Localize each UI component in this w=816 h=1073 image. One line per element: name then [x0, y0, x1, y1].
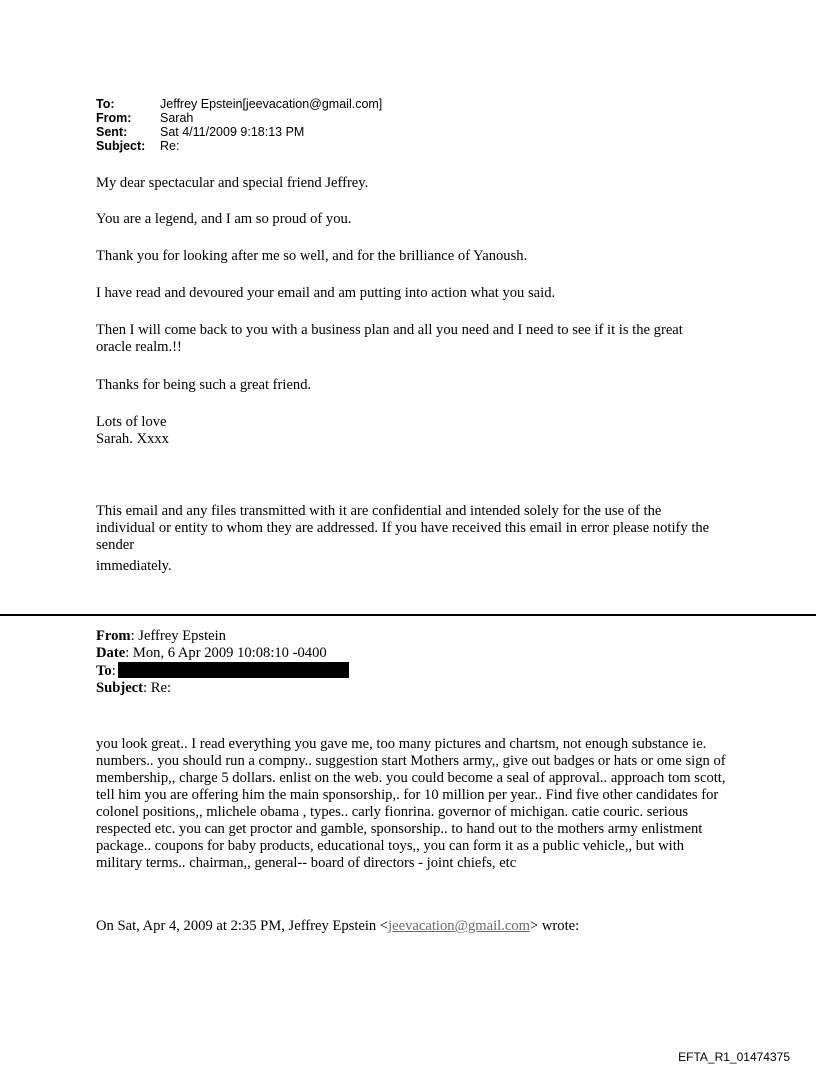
quoted-to-row	[96, 662, 349, 680]
quoted-to-value: :	[111, 663, 116, 679]
sent-label: Sent:	[96, 125, 128, 139]
body-paragraph-4: Then I will come back to you with a business plan and all you need and I need to see if it is the great oracle realm.!!	[96, 322, 683, 355]
quoted-date-row	[96, 645, 349, 662]
body-paragraph-2: Thank you for looking after me so well, and for the brilliance of Yanoush.	[96, 248, 528, 264]
greeting-paragraph: My dear spectacular and special friend Jeffrey.	[96, 175, 369, 191]
quoted-header	[96, 628, 349, 697]
document-id: EFTA_R1_01474375	[678, 1050, 790, 1064]
quoted-date-label: Date	[96, 645, 126, 661]
sent-value: Sat 4/11/2009 9:18:13 PM	[160, 125, 305, 139]
quoted-date-value: : Mon, 6 Apr 2009 10:08:10 -0400	[125, 645, 327, 661]
body-paragraph-5: Thanks for being such a great friend.	[96, 377, 312, 393]
quoted-from-label: From	[96, 628, 131, 644]
header-to-row	[96, 97, 382, 111]
quoted-subject-row	[96, 680, 349, 697]
sign-off: Lots of love	[96, 414, 167, 430]
quoted-from-value: : Jeffrey Epstein	[130, 628, 226, 644]
body-paragraph-3: I have read and devoured your email and am putting into action what you said.	[96, 285, 556, 301]
disclaimer-end: immediately.	[96, 558, 172, 574]
to-label: To:	[96, 97, 115, 111]
attribution-suffix: > wrote:	[530, 918, 580, 934]
quoted-subject-value: : Re:	[143, 680, 172, 696]
header-sent-row	[96, 125, 382, 139]
from-value: Sarah	[160, 111, 194, 125]
header-from-row	[96, 111, 382, 125]
quoted-body: you look great.. I read everything you gave me, too many pictures and chartsm, not enough substance ie. numbers.. you should run a compny.. suggestion start Mothers army,, give out badges or hats or ome sign of membership,, charge 5 dollars. enlist on the web. you could become a seal of approval.. approach tom scott, tell him you are offering him the main sponsorship,. for 10 million per year.. Find five other candidates for colonel positions,, mlichele obama , types.. carly fionrina. governor of michigan. catie couric. serious respected etc. you can get proctor and gamble, sponsorship.. to hand out to the mothers army enlistment package.. coupons for baby products, educational toys,, you can form it as a public vehicle,, but with military terms.. chairman,, general-- board of directors - joint chiefs, etc	[96, 736, 726, 871]
signature: Sarah. Xxxx	[96, 431, 169, 447]
quoted-attribution	[96, 918, 736, 935]
attribution-prefix: On Sat, Apr 4, 2009 at 2:35 PM, Jeffrey Epstein <	[96, 918, 389, 934]
from-label: From:	[96, 111, 132, 125]
quoted-subject-label: Subject	[96, 680, 144, 696]
email-link[interactable]: jeevacation@gmail.com	[388, 918, 531, 934]
body-paragraph-1: You are a legend, and I am so proud of you.	[96, 211, 352, 227]
disclaimer: This email and any files transmitted with it are confidential and intended solely for the use of the individual or entity to whom they are addressed. If you have received this email in error please notify the sender	[96, 503, 710, 553]
quoted-from-row	[96, 628, 349, 645]
redaction-bar	[118, 662, 349, 678]
email-header	[96, 97, 382, 153]
quoted-to-label: To	[96, 663, 112, 679]
header-subject-row	[96, 139, 382, 153]
subject-value: Re:	[160, 139, 180, 153]
subject-label: Subject:	[96, 139, 146, 153]
to-value: Jeffrey Epstein[jeevacation@gmail.com]	[160, 97, 383, 111]
divider-line	[0, 614, 816, 616]
